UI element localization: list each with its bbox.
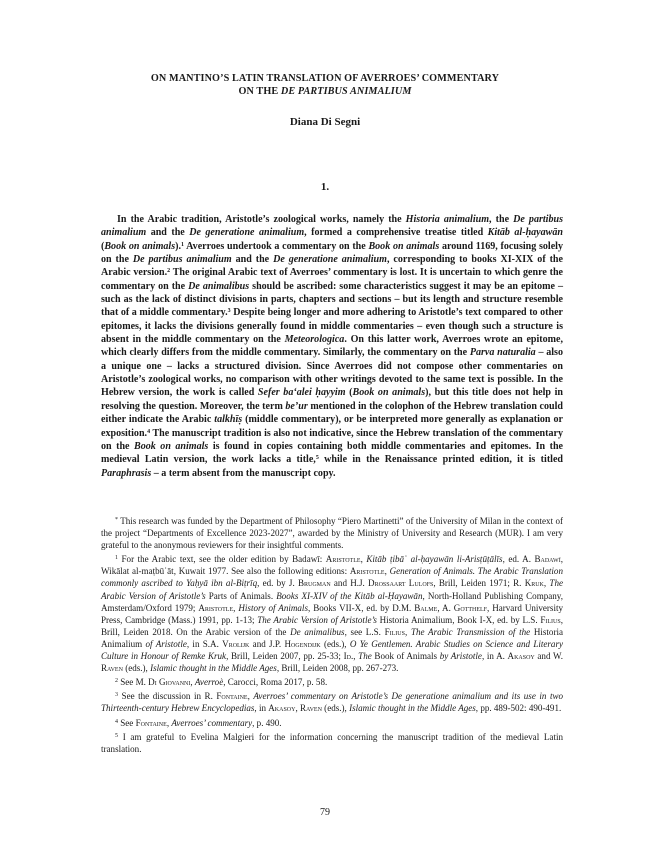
text-run: while in the Renaissance printed edition, it is titled <box>318 454 563 466</box>
title-line-2-italic: DE PARTIBUS ANIMALIUM <box>280 86 412 97</box>
footnotes <box>101 515 563 757</box>
author-name: Diana Di Segni <box>289 116 361 128</box>
text-run: , <box>404 626 411 637</box>
italic-run: Islamic thought in the Middle Ages <box>349 703 476 714</box>
body-text <box>101 213 563 480</box>
title-line-2-prefix: ON THE <box>238 86 281 97</box>
smallcaps-run: Akasoy <box>507 651 535 662</box>
smallcaps-run: Gotthelf <box>453 602 487 613</box>
italic-run: Islamic thought in the Middle Ages <box>150 663 277 674</box>
italic-run: De partibus animalium <box>132 254 232 266</box>
text-run: Historia Animalium <box>101 626 563 649</box>
footnote-marker: 1 <box>181 241 184 248</box>
footnote-marker: 3 <box>227 308 231 315</box>
text-run: should be ascribed: some characteristics suggest it may be an epitome – such as the lack of distinct divisions in parts, chapters and sections – but its length and structure resemble that of a middle commentary. <box>101 280 563 319</box>
italic-run: Parva naturalia <box>469 347 536 359</box>
text-run: , North-Holland Publishing Company, Amsterdam/Oxford 1979; <box>101 590 563 613</box>
italic-run: The Arabic Transmission of the <box>410 626 531 637</box>
text-run: . On this latter work, Averroes wrote an epitome, which clearly differs from the middle commentary. Similarly, the commentary on the <box>101 334 563 359</box>
text-run: This research was funded by the Department of Philosophy “Piero Martinetti” of the University of Milan in the context of the project “Departments of Excellence 2023-2027”, awarded by the Ministry of University and Research (MUR). I am very grateful to the anonymous reviewers for their insightful comments. <box>101 516 563 551</box>
text-run: Historia Animalium, Book I-X, ed. by L.S. <box>376 614 541 625</box>
text-run: See the discussion in R. <box>118 691 217 702</box>
text-run: Parts of Animals. <box>205 590 277 601</box>
text-run: , Harvard University Press, Cambridge (Mass.) 1991, pp. 1-13; <box>101 602 564 625</box>
italic-run: by Aristotle <box>439 651 482 662</box>
text-run: , in S.A. <box>186 638 223 649</box>
footnote-marker: 5 <box>315 455 319 462</box>
smallcaps-run: Fontaine <box>135 717 167 728</box>
text-run: , <box>384 566 390 577</box>
text-run: , Brill, Leiden 2007, pp. 25-33; <box>226 651 344 662</box>
smallcaps-run: Brugman <box>297 578 331 589</box>
smallcaps-run: Raven <box>101 663 123 674</box>
text-run: , ed. by J. <box>257 578 298 589</box>
text-run: , pp. 489-502: 490-491. <box>475 703 562 714</box>
text-run: I am grateful to Evelina Malgieri for the information concerning the manuscript tradition of the medieval Latin translation. <box>101 731 563 754</box>
smallcaps-run: Di Giovanni <box>148 677 191 688</box>
text-run: (eds.), <box>122 663 151 674</box>
smallcaps-run: Filius <box>540 614 561 625</box>
text-run: , <box>190 677 195 688</box>
smallcaps-run: Id. <box>343 651 354 662</box>
text-run: , p. 490. <box>252 717 282 728</box>
text-run: , Wikālat al-maṭbūʿāt, Kuwait 1977. See also the following editions: <box>101 554 563 577</box>
footnote-marker: * <box>115 517 118 523</box>
footnote-marker: 4 <box>147 428 151 435</box>
smallcaps-run: Aristotle <box>349 566 385 577</box>
text-run: and W. <box>534 651 563 662</box>
text-run: , Brill, Leiden 2008, pp. 267-273. <box>276 663 399 674</box>
footnote-1 <box>101 553 563 674</box>
italic-run: Averroes’ commentary on Aristotle’s De generatione animalium and its use in two Thirteenth-century Hebrew Encyclopedias <box>101 691 564 714</box>
italic-run: The <box>358 651 372 662</box>
footnote-marker: 2 <box>115 678 118 685</box>
text-run: around 1169, focusing solely on the <box>101 240 563 266</box>
smallcaps-run: Hogendijk <box>284 638 321 649</box>
footnote-marker: 3 <box>115 692 118 699</box>
smallcaps-run: Filius <box>384 626 405 637</box>
text-run: , Books VII-X, ed. by D.M. <box>307 602 415 613</box>
title-line-2 <box>60 85 590 98</box>
footnote-5 <box>101 731 563 755</box>
italic-run: De generatione animalium <box>189 227 305 239</box>
footnote-4 <box>101 717 563 729</box>
text-run: In the Arabic tradition, Aristotle’s zoological works, namely the <box>117 214 406 225</box>
text-run: and the <box>146 227 190 239</box>
italic-run: of Aristotle <box>145 638 187 649</box>
text-run: is found in copies containing both middle commentaries and epitomes. In the medieval Latin version, the work lacks a title, <box>101 440 563 466</box>
text-run: (eds.), <box>321 703 350 714</box>
smallcaps-run: Vrolijk <box>222 638 250 649</box>
italic-run: History of Animals <box>238 602 308 613</box>
page-number: 79 <box>320 807 330 818</box>
italic-run: O Ye Gentlemen. Arabic Studies on Science and Literary Culture in Honour of Remke Kruk <box>101 638 563 662</box>
italic-run: Books XI-XIV of the Kitāb al-Ḥayawān <box>276 590 423 601</box>
text-run: See M. <box>118 677 149 688</box>
text-run: Averroes undertook a commentary on the <box>184 240 369 252</box>
text-run: – a term absent from the manuscript copy. <box>151 467 336 479</box>
smallcaps-run: Fontaine <box>216 691 248 702</box>
text-run: ( <box>101 240 105 252</box>
italic-run: Meteorologica <box>284 334 345 346</box>
footnote-3 <box>101 690 563 714</box>
italic-run: Historia animalium <box>405 214 490 225</box>
text-run: The manuscript tradition is also not indicative, since the Hebrew translation of the commentary on the <box>101 427 563 452</box>
text-run: – also a unique one – lacks a structured division. Since Averroes did not compose other commentaries on Aristotle’s zoological works, no comparison with other writings devoted to the same text is possible. In the Hebrew version, the work is called <box>101 347 563 399</box>
text-run: , <box>543 578 550 589</box>
italic-run: Book on animals <box>134 440 209 452</box>
text-run: , <box>295 703 300 714</box>
text-run: ( <box>345 387 353 399</box>
smallcaps-run: Drossaart Lulofs <box>368 578 434 589</box>
text-run: Despite being longer and more adhering to Aristotle’s text compared to other epitomes, it lacks the divisions generally found in middle commentaries – even though such a structure is absent in the middle commentary on the <box>101 307 564 346</box>
italic-run: De partibus animalium <box>101 214 563 239</box>
italic-run: Book on animals <box>352 387 426 399</box>
italic-run: The Arabic Version of Aristotle’s <box>257 614 377 625</box>
italic-run: De animalibus <box>188 280 250 292</box>
italic-run: Generation of Animals. The Arabic Translation commonly ascribed to Yaḥyā ibn al-Biṭrīq <box>101 566 563 589</box>
text-run: , corresponding to books XI-XIX of the Arabic version. <box>101 254 563 279</box>
body-paragraph <box>101 213 563 480</box>
footnote-marker: 5 <box>115 732 118 739</box>
italic-run: Averroes’ commentary <box>171 717 253 728</box>
text-run: , <box>353 651 359 662</box>
text-run: , in <box>254 703 269 714</box>
italic-run: De generatione animalium <box>273 254 387 266</box>
text-run: Book of Animals <box>371 651 440 662</box>
text-run: , ed. A. <box>502 554 535 565</box>
text-run: and the <box>231 254 274 266</box>
smallcaps-run: Akasoy <box>268 703 296 714</box>
text-run: , Brill, Leiden 2018. On the Arabic version of the <box>101 614 563 637</box>
text-run: The original Arabic text of Averroes’ commentary is lost. It is uncertain to which genre the commentary on the <box>101 267 563 292</box>
text-run: See <box>118 717 136 728</box>
text-run: For the Arabic text, see the older edition by Badawī: <box>118 554 326 565</box>
text-run: , Carocci, Roma 2017, p. 58. <box>223 677 328 688</box>
text-run: , see L.S. <box>344 626 385 637</box>
italic-run: be’ur <box>285 400 308 412</box>
footnote-marker: 4 <box>115 718 118 725</box>
text-run: , formed a comprehensive treatise titled <box>304 227 488 239</box>
italic-run: The Arabic Version of Aristotle’s <box>101 578 563 601</box>
text-run: mentioned in the colophon of the Hebrew translation could either indicate the Arabic <box>101 400 563 426</box>
italic-run: Kitāb ṭibāʿ al-ḥayawān li-Arisṭūṭālīs <box>366 554 503 565</box>
text-run: ). <box>175 240 181 252</box>
text-run: , the <box>489 214 514 225</box>
text-run: and J.P. <box>249 638 285 649</box>
footnote-2 <box>101 676 563 688</box>
section-number: 1. <box>320 181 330 193</box>
italic-run: talkhīṣ <box>214 414 243 426</box>
italic-run: Kitāb al-ḥayawān <box>487 227 563 239</box>
title-line-1: ON MANTINO’S LATIN TRANSLATION OF AVERROES’ COMMENTARY <box>150 73 500 84</box>
smallcaps-run: Aristotle <box>325 554 361 565</box>
text-run: (eds.), <box>320 638 350 649</box>
italic-run: Book on animals <box>104 240 176 252</box>
footnote-star <box>101 515 563 551</box>
text-run: , <box>247 691 254 702</box>
text-run: (middle commentary), or be interpreted more generally as explanation or exposition. <box>101 414 563 439</box>
smallcaps-run: Balme <box>414 602 438 613</box>
footnote-marker: 1 <box>115 555 118 562</box>
smallcaps-run: Raven <box>299 703 322 714</box>
text-run: , <box>360 554 367 565</box>
text-run: , <box>166 717 172 728</box>
article-title <box>60 72 590 98</box>
text-run: ), but this title does not help in resolving the question. Moreover, the term <box>101 387 564 412</box>
footnote-marker: 2 <box>167 268 171 275</box>
text-run: , in A. <box>481 651 508 662</box>
smallcaps-run: Badawī <box>534 554 561 565</box>
smallcaps-run: Aristotle <box>198 602 234 613</box>
italic-run: Averroè <box>194 677 224 688</box>
italic-run: Sefer ba‘alei ḥayyim <box>257 387 346 399</box>
text-run: , <box>233 602 239 613</box>
text-run: , Brill, Leiden 1971; R. <box>433 578 525 589</box>
italic-run: De animalibus <box>290 626 345 637</box>
text-run: , A. <box>437 602 454 613</box>
smallcaps-run: Kruk <box>524 578 544 589</box>
text-run: and H.J. <box>330 578 369 589</box>
italic-run: Book on animals <box>368 240 440 252</box>
italic-run: Paraphrasis <box>101 467 152 479</box>
